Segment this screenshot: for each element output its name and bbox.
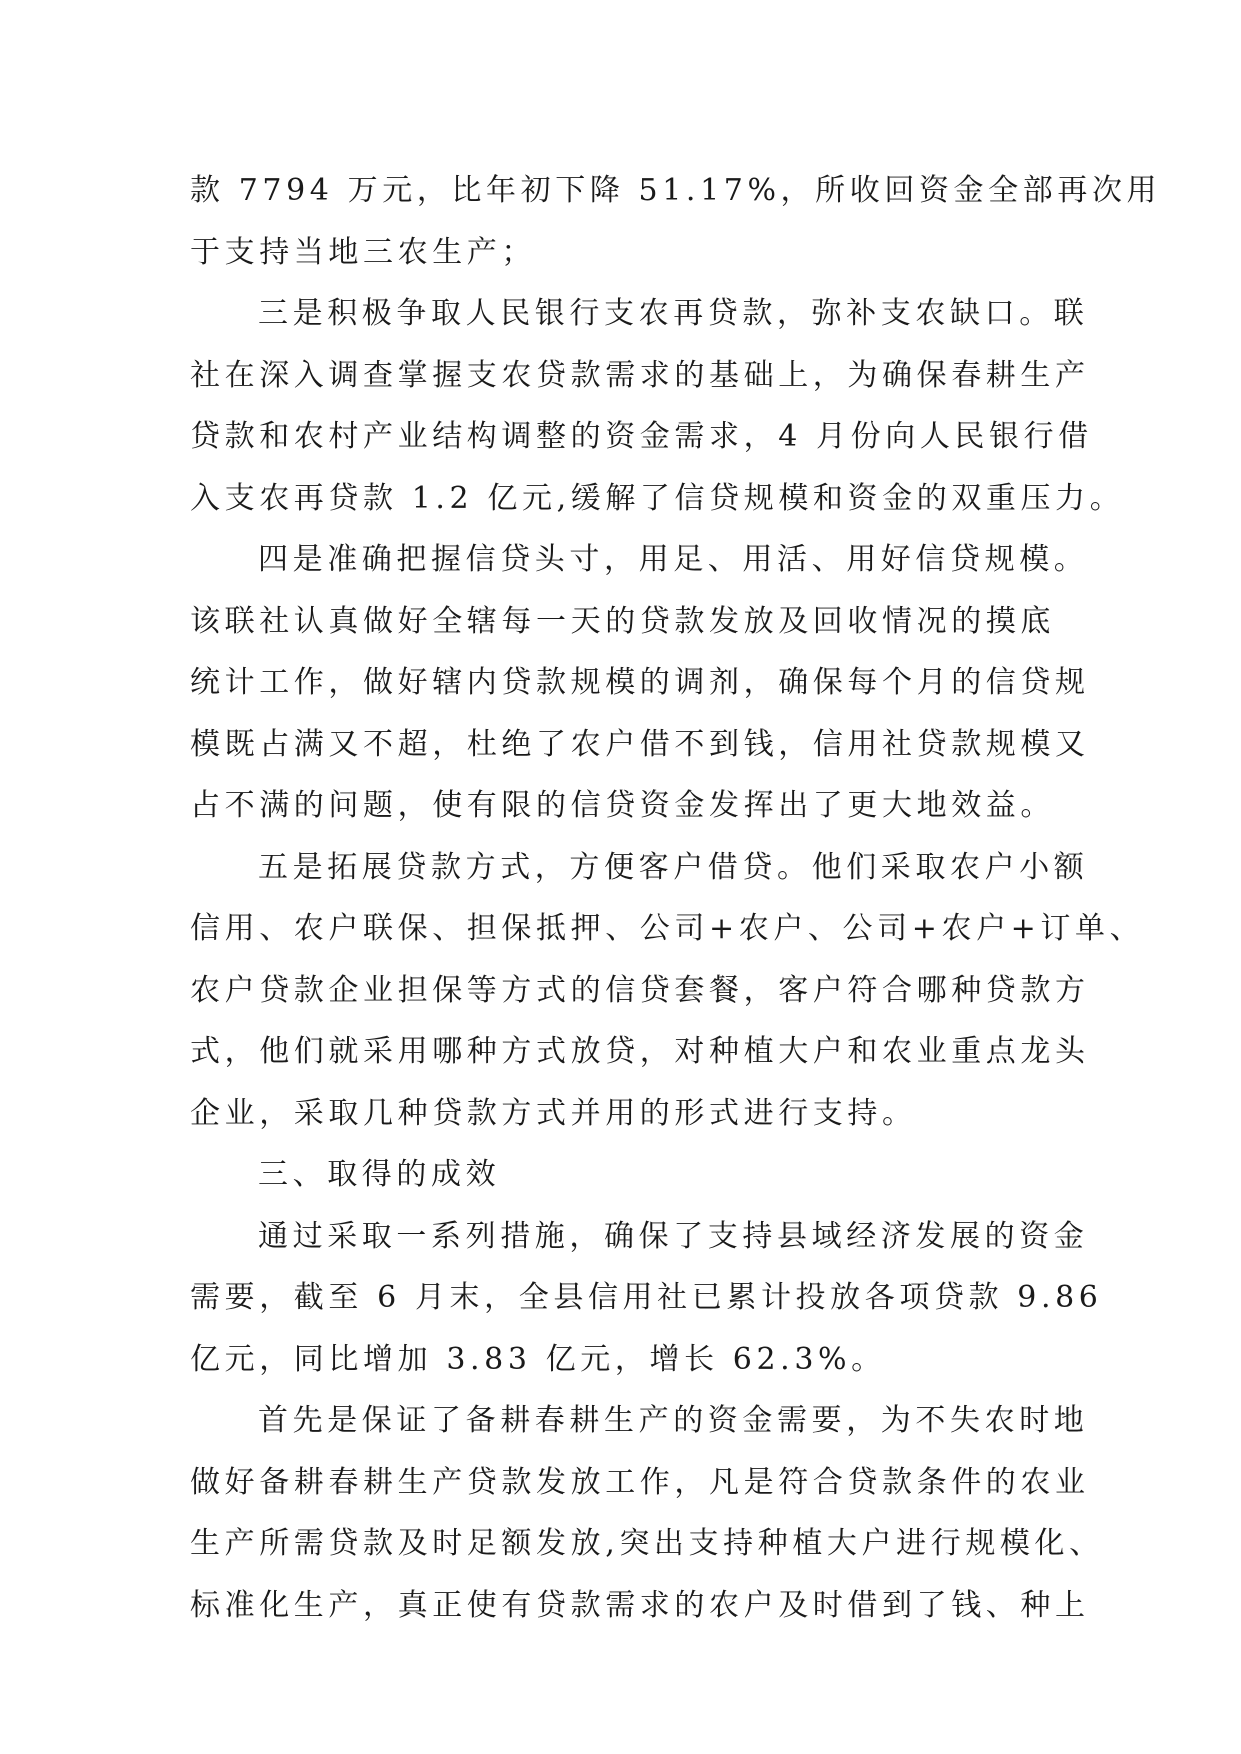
text-line: 贷款和农村产业结构调整的资金需求，4 月份向人民银行借 xyxy=(190,419,1093,454)
text-line: 三是积极争取人民银行支农再贷款，弥补支农缺口。联 xyxy=(258,296,1089,331)
text-line: 通过采取一系列措施，确保了支持县域经济发展的资金 xyxy=(258,1218,1089,1254)
text-line: 该联社认真做好全辖每一天的贷款发放及回收情况的摸底 xyxy=(190,603,1055,639)
text-line: 入支农再贷款 1.2 亿元,缓解了信贷规模和资金的双重压力。 xyxy=(190,480,1125,516)
text-line: 占不满的问题，使有限的信贷资金发挥出了更大地效益。 xyxy=(190,788,1055,823)
text-line: 模既占满又不超，杜绝了农户借不到钱，信用社贷款规模又 xyxy=(190,726,1090,762)
text-line: 社在深入调查掌握支农贷款需求的基础上，为确保春耕生产 xyxy=(190,357,1090,393)
text-line: 生产所需贷款及时足额发放,突出支持种植大户进行规模化、 xyxy=(190,1526,1104,1561)
text-line: 首先是保证了备耕春耕生产的资金需要，为不失农时地 xyxy=(258,1403,1089,1438)
text-line: 五是拓展贷款方式，方便客户借贷。他们采取农户小额 xyxy=(258,849,1089,885)
text-line: 亿元，同比增加 3.83 亿元，增长 62.3%。 xyxy=(190,1341,886,1377)
text-line: 式，他们就采用哪种方式放贷，对种植大户和农业重点龙头 xyxy=(190,1034,1090,1069)
text-line: 款 7794 万元，比年初下降 51.17%，所收回资金全部再次用 xyxy=(190,173,1162,208)
document-body xyxy=(190,160,1162,1636)
text-line: 农户贷款企业担保等方式的信贷套餐，客户符合哪种贷款方 xyxy=(190,972,1090,1008)
text-line: 四是准确把握信贷头寸，用足、用活、用好信贷规模。 xyxy=(258,542,1089,577)
text-line: 需要，截至 6 月末，全县信用社已累计投放各项贷款 9.86 xyxy=(190,1280,1103,1315)
text-line: 于支持当地三农生产； xyxy=(190,234,536,270)
section-heading: 三、取得的成效 xyxy=(258,1157,501,1192)
text-line: 做好备耕春耕生产贷款发放工作，凡是符合贷款条件的农业 xyxy=(190,1464,1090,1500)
text-line: 统计工作，做好辖内贷款规模的调剂，确保每个月的信贷规 xyxy=(190,665,1090,700)
text-line: 标准化生产，真正使有贷款需求的农户及时借到了钱、种上 xyxy=(190,1587,1090,1623)
text-line: 企业，采取几种贷款方式并用的形式进行支持。 xyxy=(190,1095,917,1131)
text-line: 信用、农户联保、担保抵押、公司+农户、公司+农户+订单、 xyxy=(190,911,1145,946)
